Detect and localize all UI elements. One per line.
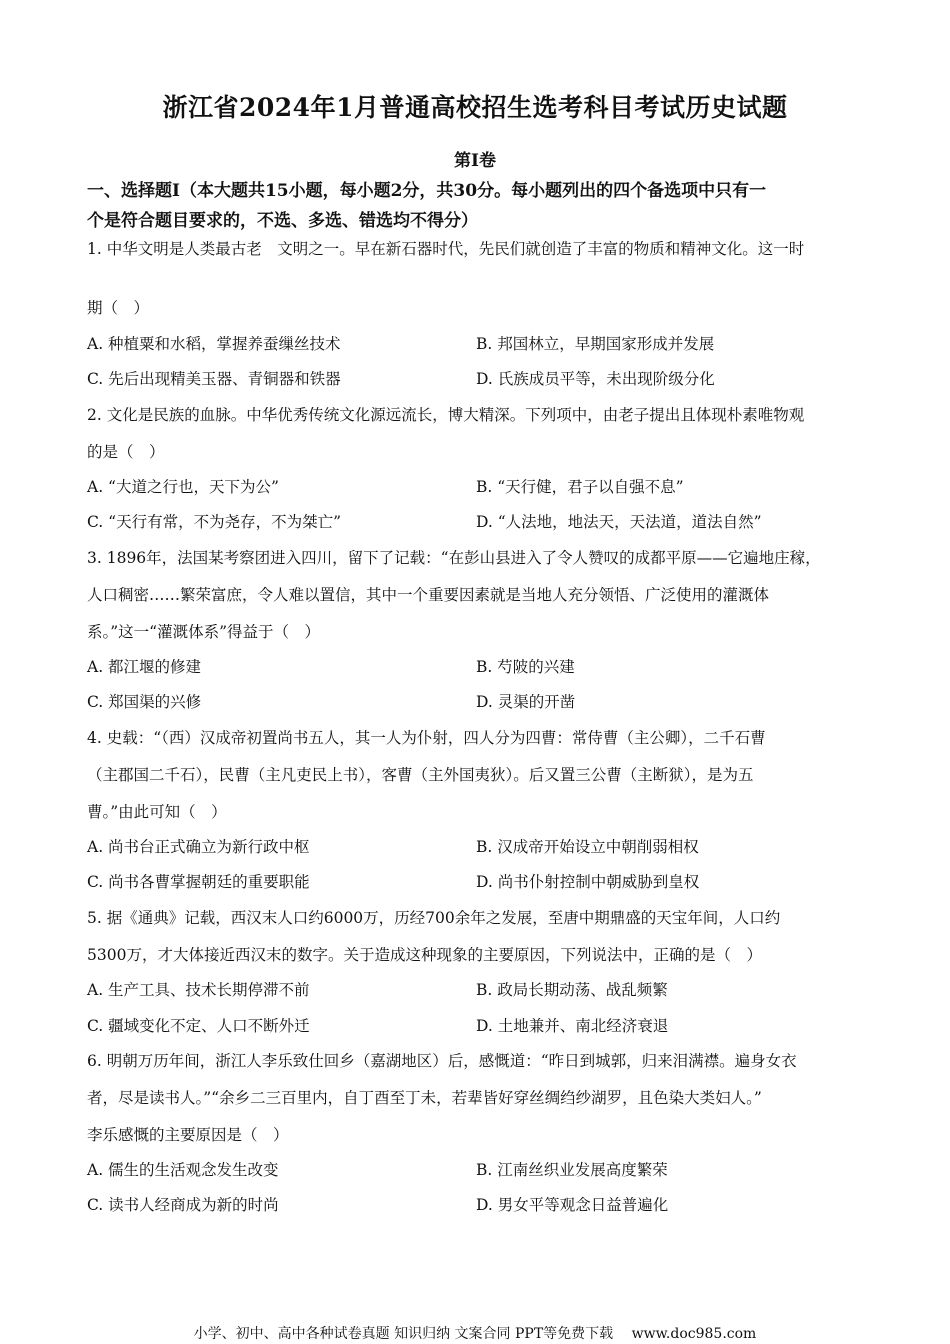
footer-link[interactable]: 小学、初中、高中各种试卷真题 知识归纳 文案合同 PPT等免费下载 www.doc985.com <box>193 1326 757 1342</box>
q6-stem-line-2: 者，尽是读书人。”“余乡二三百里内，自丁酉至丁未，若辈皆好穿丝绸绉纱湖罗，且色染大类妇人。” <box>87 1089 762 1107</box>
q3-option-a: A. 都江堰的修建 <box>87 658 202 676</box>
q5-option-b: B. 政局长期动荡、战乱频繁 <box>476 981 668 999</box>
q1-stem-line-2: 期（ ） <box>87 299 150 317</box>
section-heading-line-2: 个是符合题目要求的，不选、多选、错选均不得分） <box>87 211 478 231</box>
q5-stem-line-1: 5. 据《通典》记载，西汉末人口约6000万，历经700余年之发展，至唐中期鼎盛的天宝年间，人口约 <box>87 909 781 927</box>
q4-stem-line-1: 4. 史载：“（西）汉成帝初置尚书五人，其一人为仆射，四人分为四曹：常侍曹（主公卿），二千石曹 <box>87 729 766 747</box>
q4-stem-line-2: （主郡国二千石），民曹（主凡吏民上书），客曹（主外国夷狄）。后又置三公曹（主断狱），是为五 <box>87 766 754 784</box>
section-heading-line-1: 一、选择题Ⅰ（本大题共15小题，每小题2分，共30分。每小题列出的四个备选项中只有一 <box>87 181 767 201</box>
q3-option-b: B. 芍陂的兴建 <box>476 658 575 676</box>
q3-option-d: D. 灵渠的开凿 <box>476 693 576 711</box>
page-title: 浙江省2024年1月普通高校招生选考科目考试历史试题 <box>162 93 788 122</box>
q5-option-a: A. 生产工具、技术长期停滞不前 <box>87 981 310 999</box>
volume-heading: 第Ⅰ卷 <box>454 151 496 171</box>
q6-option-b: B. 江南丝织业发展高度繁荣 <box>476 1161 668 1179</box>
q2-option-b: B. “天行健，君子以自强不息” <box>476 478 684 496</box>
q6-stem-line-3: 李乐感慨的主要原因是（ ） <box>87 1126 289 1144</box>
q2-stem-line-1: 2. 文化是民族的血脉。中华优秀传统文化源远流长，博大精深。下列项中，由老子提出且体现朴素唯物观 <box>87 406 805 424</box>
q4-option-c: C. 尚书各曹掌握朝廷的重要职能 <box>87 873 310 891</box>
q6-option-a: A. 儒生的生活观念发生改变 <box>87 1161 279 1179</box>
q2-option-c: C. “天行有常，不为尧存，不为桀亡” <box>87 513 342 531</box>
q2-option-a: A. “大道之行也，天下为公” <box>87 478 279 496</box>
q3-stem-line-1: 3. 1896年，法国某考察团进入四川，留下了记载：“在彭山县进入了令人赞叹的成都平原——它遍地庄稼， <box>87 549 821 567</box>
q5-stem-line-2: 5300万，才大体接近西汉末的数字。关于造成这种现象的主要原因，下列说法中，正确的是（ ） <box>87 946 762 964</box>
q1-stem-line-1: 1. 中华文明是人类最古老 文明之一。早在新石器时代，先民们就创造了丰富的物质和精神文化。这一时 <box>87 240 805 258</box>
q4-option-d: D. 尚书仆射控制中朝威胁到皇权 <box>476 873 700 891</box>
q3-option-c: C. 郑国渠的兴修 <box>87 693 202 711</box>
q3-stem-line-3: 系。”这一“灌溉体系”得益于（ ） <box>87 623 321 641</box>
q6-option-d: D. 男女平等观念日益普遍化 <box>476 1196 669 1214</box>
q4-stem-line-3: 曹。”由此可知（ ） <box>87 803 227 821</box>
q6-option-c: C. 读书人经商成为新的时尚 <box>87 1196 279 1214</box>
q1-option-b: B. 邦国林立，早期国家形成并发展 <box>476 335 715 353</box>
q4-option-a: A. 尚书台正式确立为新行政中枢 <box>87 838 310 856</box>
q2-stem-line-2: 的是（ ） <box>87 443 165 461</box>
q5-option-c: C. 疆域变化不定、人口不断外迁 <box>87 1017 310 1035</box>
q4-option-b: B. 汉成帝开始设立中朝削弱相权 <box>476 838 699 856</box>
q3-stem-line-2: 人口稠密……繁荣富庶，令人难以置信，其中一个重要因素就是当地人充分领悟、广泛使用的灌溉体 <box>87 586 770 604</box>
q1-option-d: D. 氏族成员平等，未出现阶级分化 <box>476 370 715 388</box>
q1-option-c: C. 先后出现精美玉器、青铜器和铁器 <box>87 370 341 388</box>
q2-option-d: D. “人法地，地法天，天法道，道法自然” <box>476 513 762 531</box>
q6-stem-line-1: 6. 明朝万历年间，浙江人李乐致仕回乡（嘉湖地区）后，感慨道：“昨日到城郭，归来泪满襟。遍身女衣 <box>87 1052 797 1070</box>
q1-option-a: A. 种植粟和水稻，掌握养蚕缫丝技术 <box>87 335 341 353</box>
q5-option-d: D. 土地兼并、南北经济衰退 <box>476 1017 669 1035</box>
